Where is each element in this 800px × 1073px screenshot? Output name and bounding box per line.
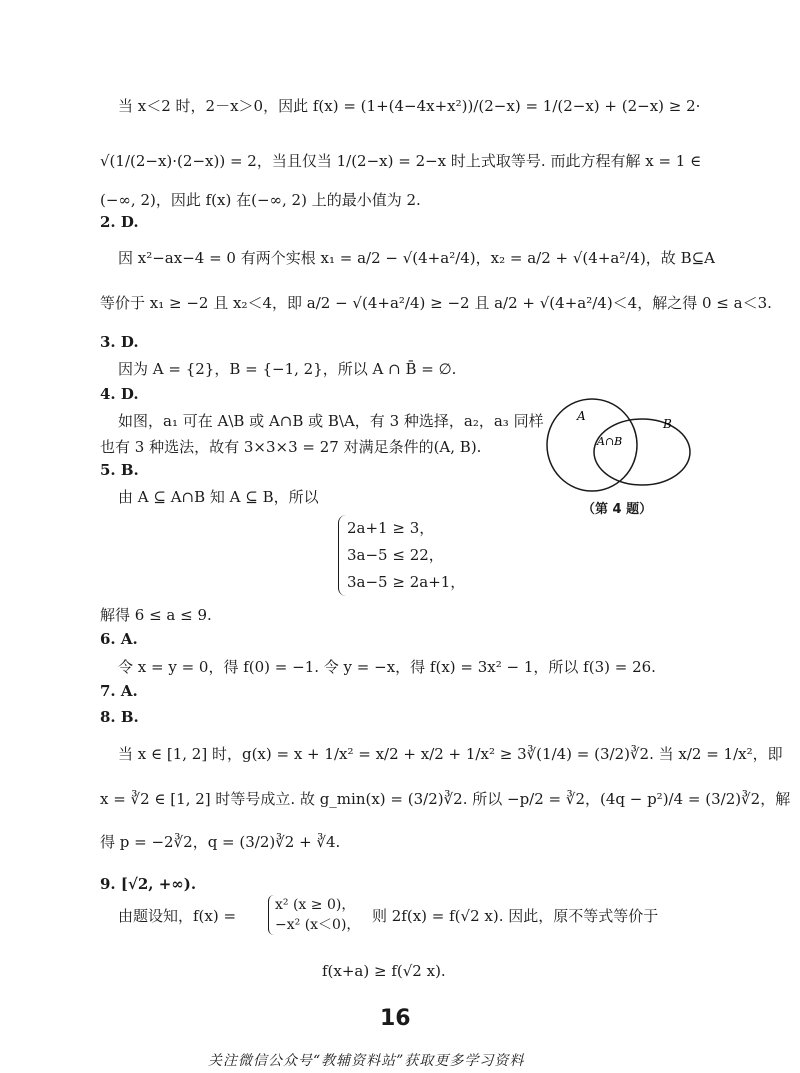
answer-3: 3. D. <box>100 333 139 351</box>
figure-caption: （第 4 题） <box>582 502 653 517</box>
solution-9-line-1: 由题设知，f(x) = <box>118 907 237 925</box>
set-a-circle <box>547 399 637 491</box>
solution-2-line-1: 因 x²−ax−4 = 0 有两个实根 x₁ = a/2 − √(4+a²/4)，x₂ = a/2 + √(4+a²/4)，故 B⊆A <box>118 249 715 267</box>
solution-8-line-3: 得 p = −2∛2，q = (3/2)∛2 + ∛4. <box>100 833 341 851</box>
set-a-label: A <box>577 409 586 423</box>
set-b-label: B <box>663 417 672 431</box>
footer-note: 关注微信公众号“教辅资料站”获取更多学习资料 <box>208 1053 525 1069</box>
solution-2-line-2: 等价于 x₁ ≥ −2 且 x₂＜4，即 a/2 − √(4+a²/4) ≥ −2 且 a/2 + √(4+a²/4)＜4，解之得 0 ≤ a＜3. <box>100 294 772 312</box>
solution-8-line-2: x = ∛2 ∈ [1, 2] 时等号成立. 故 g_min(x) = (3/2)∛2. 所以 −p/2 = ∛2，(4q − p²)/4 = (3/2)∛2，解 <box>100 790 791 808</box>
answer-9: 9. [√2, +∞). <box>100 875 197 893</box>
solution-6-line-1: 令 x = y = 0，得 f(0) = −1. 令 y = −x，得 f(x) = 3x² − 1，所以 f(3) = 26. <box>118 658 656 676</box>
solution-3-line-1: 因为 A = {2}，B = {−1, 2}，所以 A ∩ B̄ = ∅. <box>118 360 457 378</box>
answer-8: 8. B. <box>100 708 139 726</box>
piecewise-definition <box>268 895 360 935</box>
solution-5-line-1: 由 A ⊆ A∩B 知 A ⊆ B，所以 <box>118 488 319 506</box>
piecewise-row: −x² (x＜0)， <box>275 917 361 933</box>
answer-4: 4. D. <box>100 385 139 403</box>
answer-7: 7. A. <box>100 682 138 700</box>
solution-4-line-1: 如图，a₁ 可在 A\B 或 A∩B 或 B\A，有 3 种选择，a₂，a₃ 同样 <box>118 412 544 430</box>
system-row: 3a−5 ≥ 2a+1， <box>347 573 466 591</box>
solution-5-result: 解得 6 ≤ a ≤ 9. <box>100 606 212 624</box>
venn-diagram <box>535 390 705 500</box>
answer-6: 6. A. <box>100 630 138 648</box>
system-row: 2a+1 ≥ 3， <box>347 519 435 537</box>
solution-1-line-1: 当 x＜2 时，2－x＞0，因此 f(x) = (1+(4−4x+x²))/(2−x) = 1/(2−x) + (2−x) ≥ 2· <box>118 97 701 115</box>
piecewise-row: x² (x ≥ 0)， <box>275 897 356 913</box>
solution-1-line-3: (−∞, 2)，因此 f(x) 在(−∞, 2) 上的最小值为 2. <box>100 191 421 209</box>
answer-2: 2. D. <box>100 213 139 231</box>
solution-9-line-1-cont: 则 2f(x) = f(√2 x). 因此，原不等式等价于 <box>372 907 659 925</box>
page-number: 16 <box>380 1006 411 1031</box>
set-b-ellipse <box>594 419 690 485</box>
system-row: 3a−5 ≤ 22， <box>347 546 444 564</box>
intersection-label: A∩B <box>597 435 623 448</box>
solution-8-line-1: 当 x ∈ [1, 2] 时，g(x) = x + 1/x² = x/2 + x/2 + 1/x² ≥ 3∛(1/4) = (3/2)∛2. 当 x/2 = 1/x²，即 <box>118 745 783 763</box>
solution-1-line-2: √(1/(2−x)·(2−x)) = 2，当且仅当 1/(2−x) = 2−x 时上式取等号. 而此方程有解 x = 1 ∈ <box>100 152 702 170</box>
answer-5: 5. B. <box>100 461 139 479</box>
solution-9-result: f(x+a) ≥ f(√2 x). <box>322 962 446 980</box>
inequality-system <box>338 515 465 596</box>
solution-4-line-2: 也有 3 种选法，故有 3×3×3 = 27 对满足条件的(A, B). <box>100 438 482 456</box>
